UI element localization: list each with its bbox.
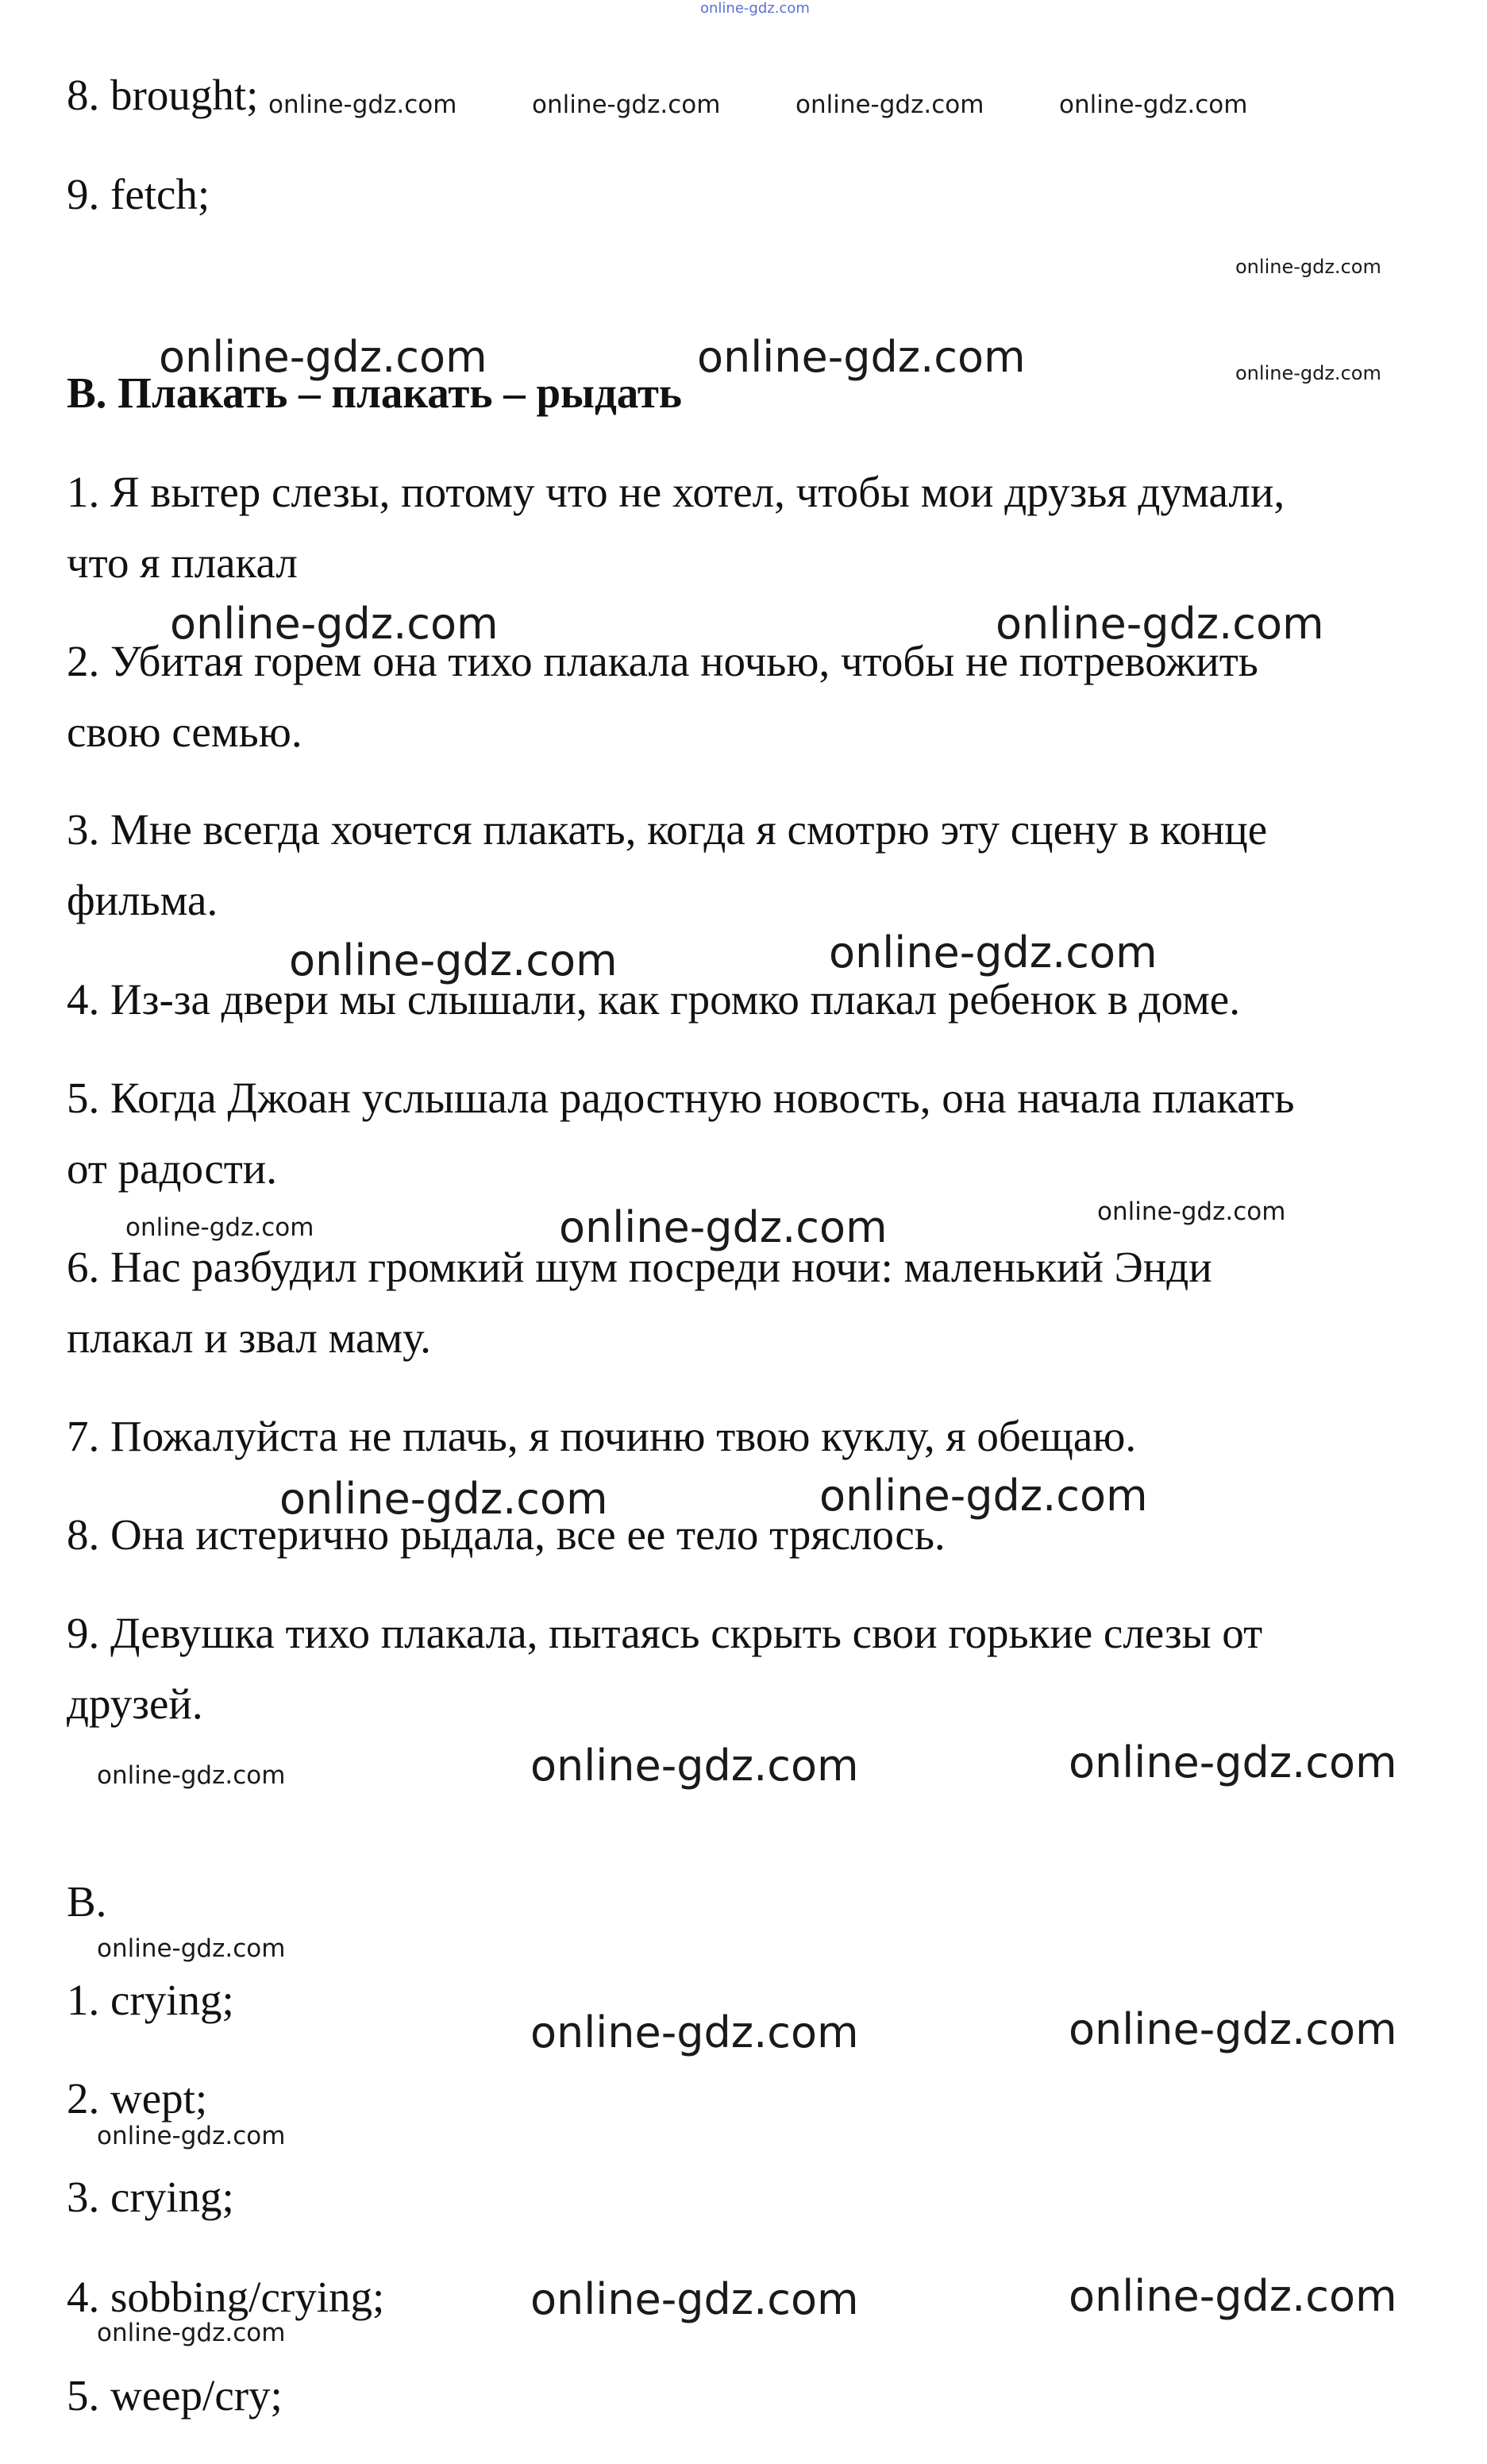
translation-line-3b: фильма. (67, 876, 218, 924)
watermark-top: online-gdz.com (700, 0, 810, 17)
answer-a-8: 8. brought; (67, 71, 259, 119)
watermark: online-gdz.com (279, 1474, 608, 1524)
translation-line-6b: плакал и звал маму. (67, 1313, 431, 1362)
answer-b-3: 3. crying; (67, 2173, 234, 2221)
watermark: online-gdz.com (289, 935, 618, 985)
watermark: online-gdz.com (559, 1202, 888, 1252)
watermark: online-gdz.com (125, 1213, 314, 1242)
watermark: online-gdz.com (268, 91, 457, 119)
watermark: online-gdz.com (530, 2007, 859, 2057)
translation-line-9b: друзей. (67, 1679, 203, 1728)
translation-line-5b: от радости. (67, 1144, 277, 1193)
watermark: online-gdz.com (530, 2274, 859, 2324)
answer-a-9: 9. fetch; (67, 170, 210, 218)
answer-b-4: 4. sobbing/crying; (67, 2273, 385, 2321)
watermark: online-gdz.com (1097, 1197, 1286, 1226)
watermark: online-gdz.com (1069, 1737, 1397, 1787)
watermark: online-gdz.com (532, 91, 721, 119)
watermark: online-gdz.com (819, 1471, 1148, 1521)
answers-b-label: B. (67, 1877, 107, 1926)
answer-b-1: 1. crying; (67, 1976, 234, 2024)
answer-b-2: 2. wept; (67, 2074, 208, 2123)
watermark: online-gdz.com (97, 1934, 286, 1963)
answer-b-5: 5. weep/cry; (67, 2371, 283, 2420)
section-b-heading: B. Плакать – плакать – рыдать (67, 368, 682, 417)
watermark: online-gdz.com (159, 332, 487, 382)
watermark: online-gdz.com (697, 332, 1026, 382)
translation-line-1b: что я плакал (67, 538, 298, 587)
translation-line-8: 8. Она истерично рыдала, все ее тело тряслось. (67, 1510, 946, 1559)
translation-line-2b: свою семью. (67, 708, 302, 756)
translation-line-2a: 2. Убитая горем она тихо плакала ночью, чтобы не потревожить (67, 637, 1258, 685)
watermark: online-gdz.com (1069, 2004, 1397, 2054)
watermark: online-gdz.com (996, 599, 1324, 649)
watermark: online-gdz.com (97, 2319, 286, 2347)
watermark: online-gdz.com (1235, 362, 1381, 384)
watermark: online-gdz.com (1235, 256, 1381, 278)
translation-line-4: 4. Из-за двери мы слышали, как громко плакал ребенок в доме. (67, 975, 1240, 1024)
translation-line-9a: 9. Девушка тихо плакала, пытаясь скрыть свои горькие слезы от (67, 1609, 1263, 1657)
watermark: online-gdz.com (829, 927, 1158, 978)
watermark: online-gdz.com (97, 2122, 286, 2150)
translation-line-5a: 5. Когда Джоан услышала радостную новость, она начала плакать (67, 1074, 1295, 1122)
translation-line-6a: 6. Нас разбудил громкий шум посреди ночи: маленький Энди (67, 1243, 1212, 1291)
watermark: online-gdz.com (170, 599, 499, 649)
translation-line-3a: 3. Мне всегда хочется плакать, когда я смотрю эту сцену в конце (67, 805, 1268, 854)
watermark: online-gdz.com (1069, 2271, 1397, 2321)
translation-line-7: 7. Пожалуйста не плачь, я починю твою куклу, я обещаю. (67, 1412, 1137, 1460)
watermark: online-gdz.com (1059, 91, 1248, 119)
watermark: online-gdz.com (530, 1741, 859, 1791)
watermark: online-gdz.com (796, 91, 984, 119)
translation-line-1a: 1. Я вытер слезы, потому что не хотел, чтобы мои друзья думали, (67, 468, 1285, 516)
watermark: online-gdz.com (97, 1761, 286, 1790)
